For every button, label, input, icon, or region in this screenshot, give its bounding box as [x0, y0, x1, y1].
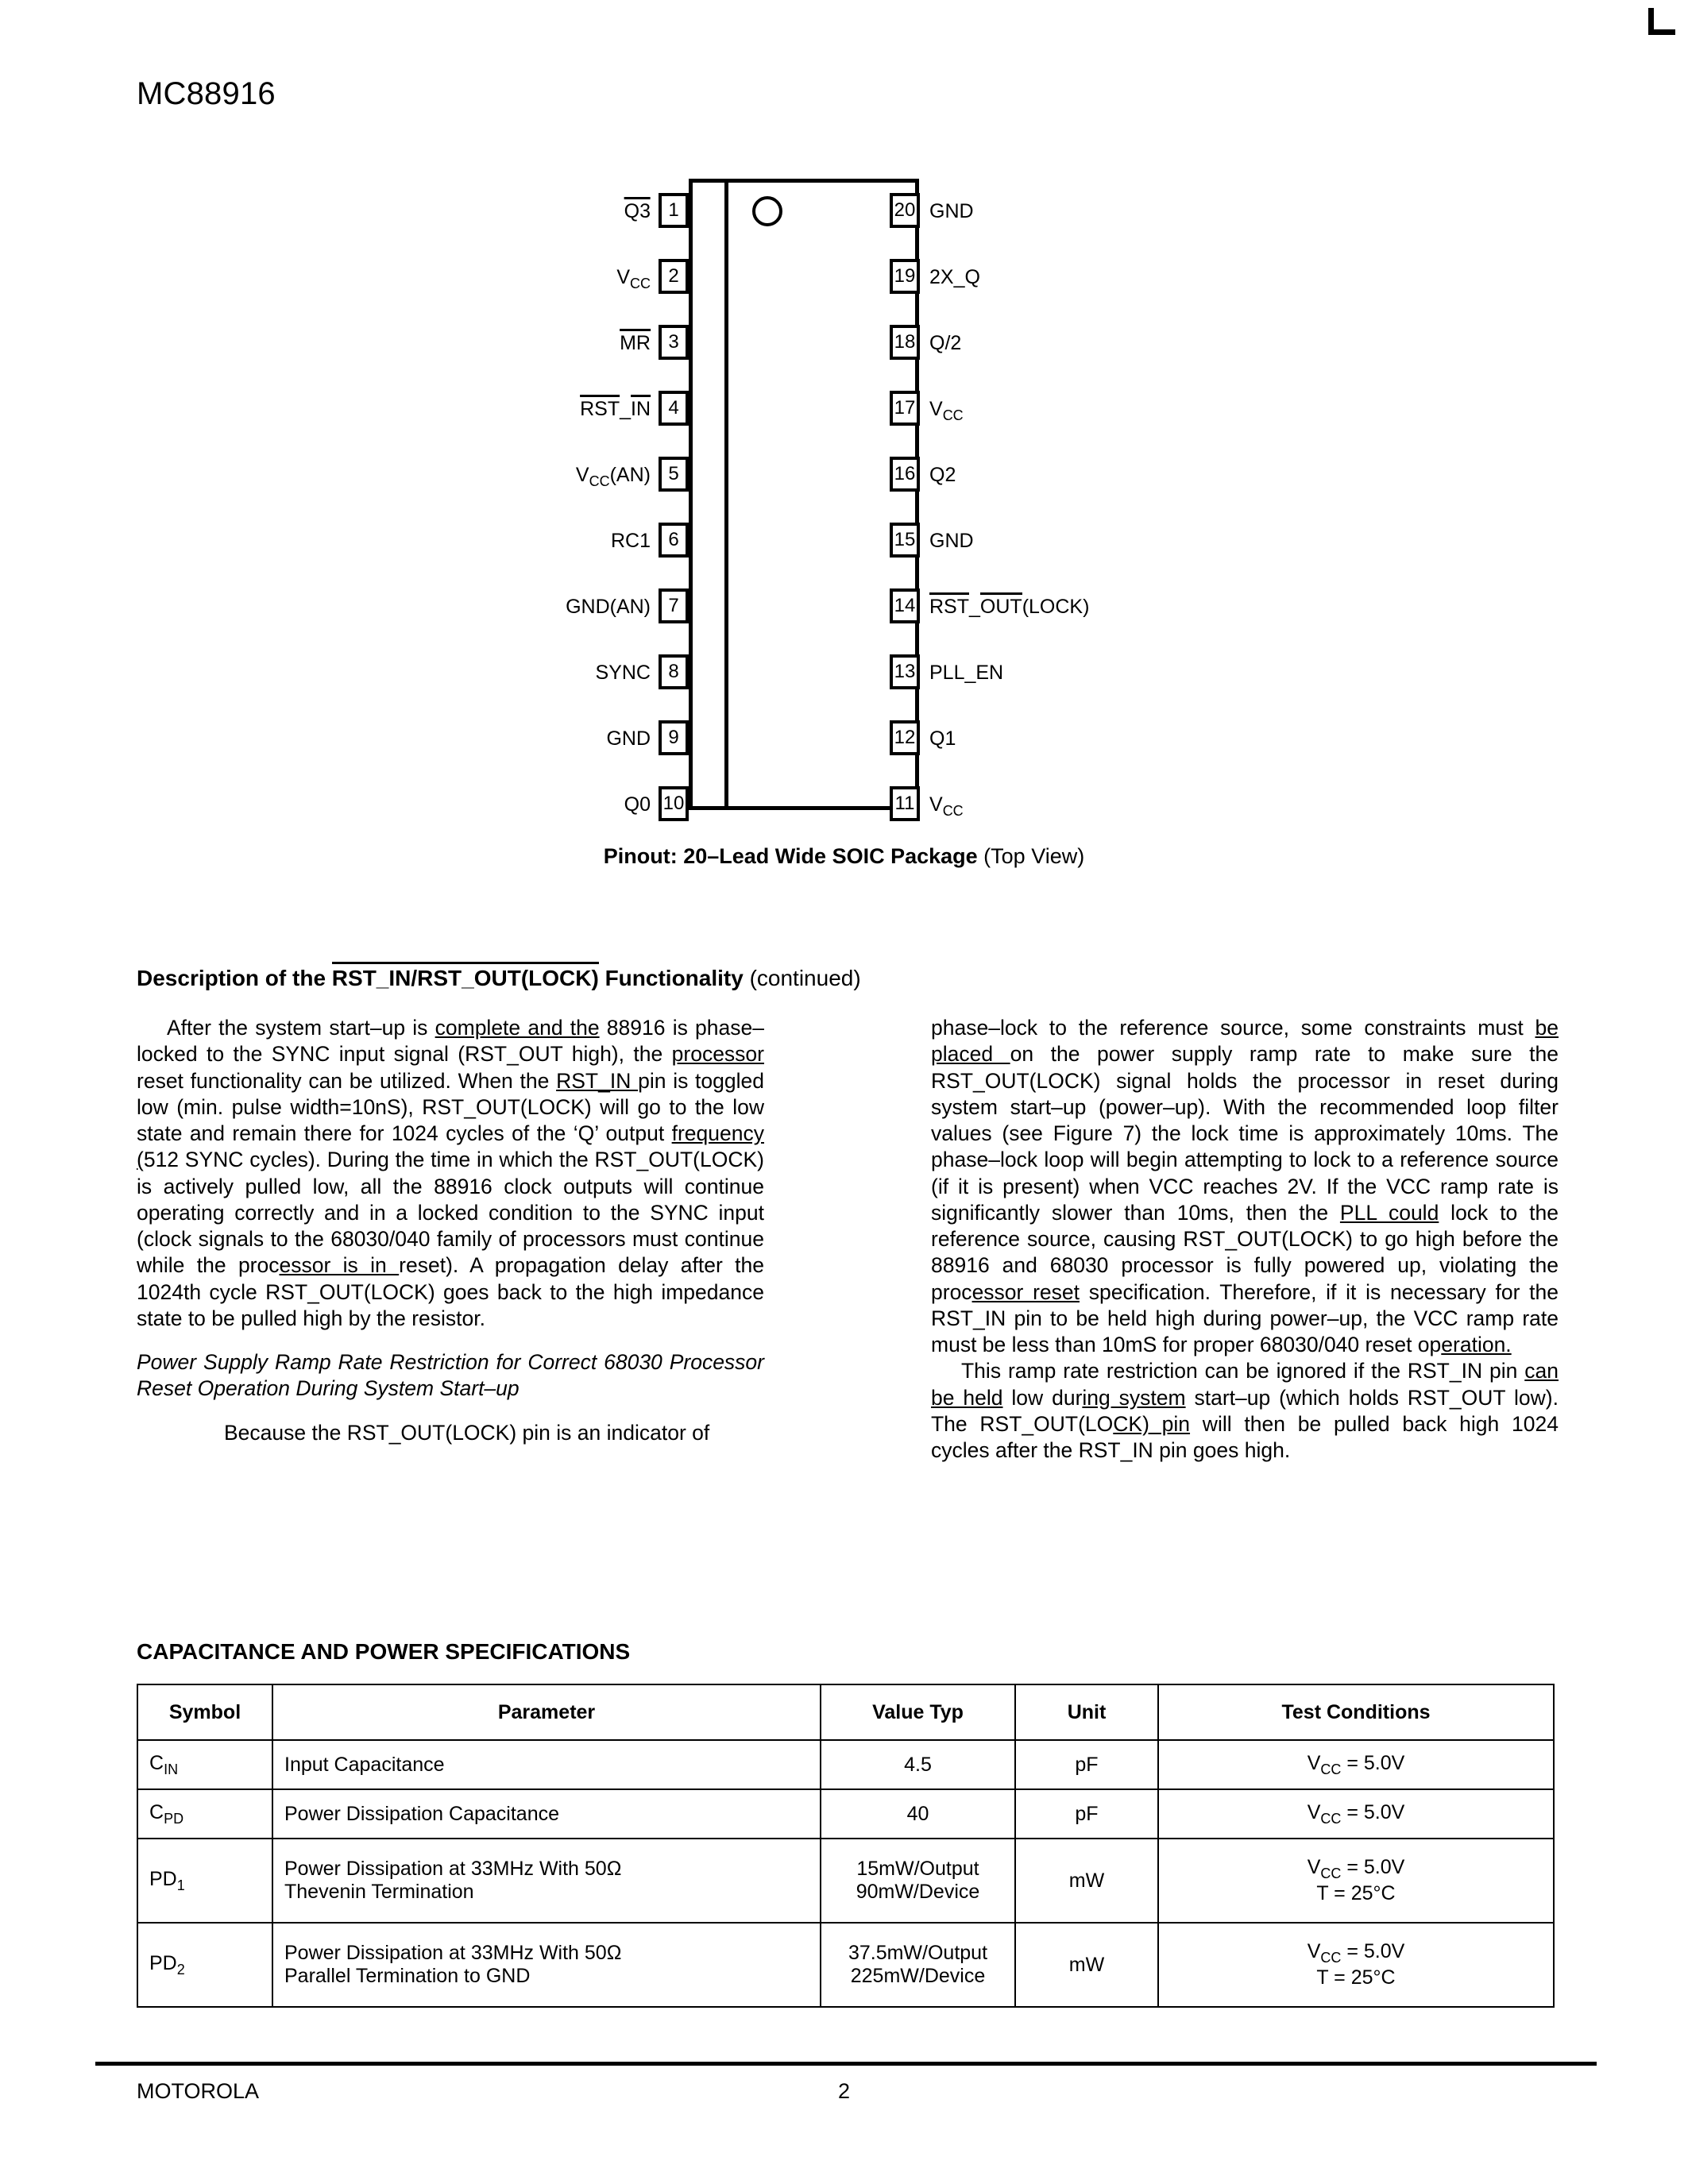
pin-label-13: PLL_EN [929, 662, 1004, 684]
pin-label-9: GND [606, 727, 651, 750]
column-header-value: Value Typ [821, 1684, 1015, 1740]
pin-label-20: GND [929, 200, 974, 222]
cell-value: 15mW/Output 90mW/Device [821, 1839, 1015, 1923]
cell-value: 4.5 [821, 1740, 1015, 1789]
column-header-symbol: Symbol [137, 1684, 272, 1740]
pin-box-1: 1 [659, 193, 689, 228]
pinout-diagram [566, 179, 1096, 819]
pin-label-14: RST_OUT(LOCK) [929, 596, 1090, 618]
pin-box-14: 14 [890, 588, 920, 623]
description-heading [137, 966, 861, 991]
pin-box-4: 4 [659, 391, 689, 426]
cell-symbol: $C_{IN}$ [137, 1740, 272, 1789]
table-row [137, 1839, 1554, 1923]
pin-box-17: 17 [890, 391, 920, 426]
footer-rule [95, 2062, 1597, 2066]
pin-box-11: 11 [890, 786, 920, 821]
crop-mark [1648, 8, 1675, 35]
pin-label-8: SYNC [595, 662, 651, 684]
pin-box-7: 7 [659, 588, 689, 623]
page-title: MC88916 [137, 76, 276, 111]
pin-label-3: MR [620, 332, 651, 354]
paragraph-left-2: Because the RST_OUT(LOCK) pin is an indicator of [224, 1420, 710, 1445]
description-heading-suffix: Functionality [598, 966, 744, 990]
cell-unit: mW [1015, 1923, 1158, 2007]
cell-value: 40 [821, 1789, 1015, 1839]
pin-box-10: 10 [659, 786, 689, 821]
pinout-caption [0, 844, 1688, 869]
pin-label-10: Q0 [624, 793, 651, 816]
cell-value: 37.5mW/Output 225mW/Device [821, 1923, 1015, 2007]
pin-label-19: 2X_Q [929, 266, 980, 288]
cell-symbol: $C_{PD}$ [137, 1789, 272, 1839]
pin-label-2: $V_{CC}$ [616, 266, 651, 291]
pin-label-4: RST_IN [580, 398, 651, 420]
chip-body [689, 179, 919, 810]
body-column-left [137, 1015, 764, 1446]
pinout-caption-bold: Pinout: 20–Lead Wide SOIC Package [603, 844, 978, 868]
paragraph-right-2: This ramp rate restriction can be ignored if the RST_IN pin can be held low during system start–up (which holds RST_OUT low). The RST_OUT(LOCK) pin will then be pulled back high 1024 cycles after the RST_IN pin goes high. [931, 1359, 1559, 1462]
cell-symbol: $PD_1$ [137, 1839, 272, 1923]
cell-parameter: Power Dissipation at 33MHz With 50Ω Parallel Termination to GND [272, 1923, 821, 2007]
pin-label-15: GND [929, 530, 974, 552]
pin-label-17: $V_{CC}$ [929, 398, 964, 423]
pin-label-12: Q1 [929, 727, 956, 750]
table-row [137, 1789, 1554, 1839]
footer-page-number: 2 [837, 2079, 851, 2103]
pin-box-16: 16 [890, 457, 920, 492]
pin-box-18: 18 [890, 325, 920, 360]
italic-subheading: Power Supply Ramp Rate Restriction for Correct 68030 Processor Reset Operation During System Start–up [137, 1350, 764, 1401]
pin-box-13: 13 [890, 654, 920, 689]
pin-label-11: $V_{CC}$ [929, 793, 964, 819]
pin-label-18: Q/2 [929, 332, 962, 354]
cell-parameter: Input Capacitance [272, 1740, 821, 1789]
column-header-parameter: Parameter [272, 1684, 821, 1740]
cell-test-conditions: $V_{CC} = 5.0V$ [1158, 1789, 1554, 1839]
pin-label-1: Q3 [624, 200, 651, 222]
body-column-right [931, 1015, 1559, 1464]
pin-box-6: 6 [659, 523, 689, 558]
pin-box-15: 15 [890, 523, 920, 558]
pin-label-16: Q2 [929, 464, 956, 486]
cell-test-conditions: $V_{CC} = 5.0V$ T = 25°C [1158, 1839, 1554, 1923]
chip-bevel-line [724, 179, 728, 810]
description-heading-prefix: Description of the [137, 966, 332, 990]
pin-box-5: 5 [659, 457, 689, 492]
cell-unit: mW [1015, 1839, 1158, 1923]
pin-box-8: 8 [659, 654, 689, 689]
cell-test-conditions: $V_{CC} = 5.0V$ T = 25°C [1158, 1923, 1554, 2007]
cell-unit: pF [1015, 1789, 1158, 1839]
paragraph-left-1: After the system start–up is complete and the 88916 is phase–locked to the SYNC input signal (RST_OUT high), the processor reset functionality can be utilized. When the RST_IN pin is toggled low (min. pulse width=10nS), RST_OUT(LOCK) will go to the low state and remain there for 1024 cycles of the ‘Q’ output frequency (512 SYNC cycles). During the time in which the RST_OUT(LOCK) is actively pulled low, all the 88916 clock outputs will continue operating correctly and in a locked condition to the SYNC input (clock signals to the 68030/040 family of processors must continue while the processor is in reset). A propagation delay after the 1024th cycle RST_OUT(LOCK) goes back to the high impedance state to be pulled high by the resistor. [137, 1016, 765, 1330]
description-heading-continued: (continued) [743, 966, 861, 990]
cell-symbol: $PD_2$ [137, 1923, 272, 2007]
footer-company: MOTOROLA [137, 2079, 260, 2103]
pin-box-20: 20 [890, 193, 920, 228]
pin1-indicator-icon [752, 196, 782, 226]
pin-box-9: 9 [659, 720, 689, 755]
pin-label-6: RC1 [610, 530, 651, 552]
table-row [137, 1740, 1554, 1789]
spec-table-title: CAPACITANCE AND POWER SPECIFICATIONS [137, 1639, 631, 1664]
cell-unit: pF [1015, 1740, 1158, 1789]
pin-box-19: 19 [890, 259, 920, 294]
column-header-test-conditions: Test Conditions [1158, 1684, 1554, 1740]
cell-parameter: Power Dissipation Capacitance [272, 1789, 821, 1839]
column-header-unit: Unit [1015, 1684, 1158, 1740]
cell-test-conditions: $V_{CC} = 5.0V$ [1158, 1740, 1554, 1789]
table-row [137, 1923, 1554, 2007]
paragraph-right-1: phase–lock to the reference source, some constraints must be placed on the power supply ramp rate to make sure the RST_OUT(LOCK) signal holds the processor in reset during system start–up (power–up). With the recommended loop filter values (see Figure 7) the lock time is approximately 10ms. The phase–lock loop will begin attempting to lock to a reference source (if it is present) when VCC reaches 2V. If the VCC ramp rate is significantly slower than 10ms, then the PLL could lock to the reference source, causing RST_OUT(LOCK) to go high before the 88916 and 68030 processor is fully powered up, violating the processor reset specification. Therefore, if it is necessary for the RST_IN pin to be held high during power–up, the VCC ramp rate must be less than 10mS for proper 68030/040 reset operation. [931, 1016, 1559, 1356]
capacitance-power-table [137, 1684, 1555, 2008]
pin-box-12: 12 [890, 720, 920, 755]
cell-parameter: Power Dissipation at 33MHz With 50Ω Thevenin Termination [272, 1839, 821, 1923]
pin-label-5: $V_{CC}(AN)$ [575, 464, 651, 489]
pin-box-3: 3 [659, 325, 689, 360]
pin-label-7: GND(AN) [566, 596, 651, 618]
description-heading-signal: RST_IN/RST_OUT(LOCK) [331, 966, 599, 990]
table-header-row [137, 1684, 1554, 1740]
pinout-caption-normal: (Top View) [977, 844, 1085, 868]
pin-box-2: 2 [659, 259, 689, 294]
